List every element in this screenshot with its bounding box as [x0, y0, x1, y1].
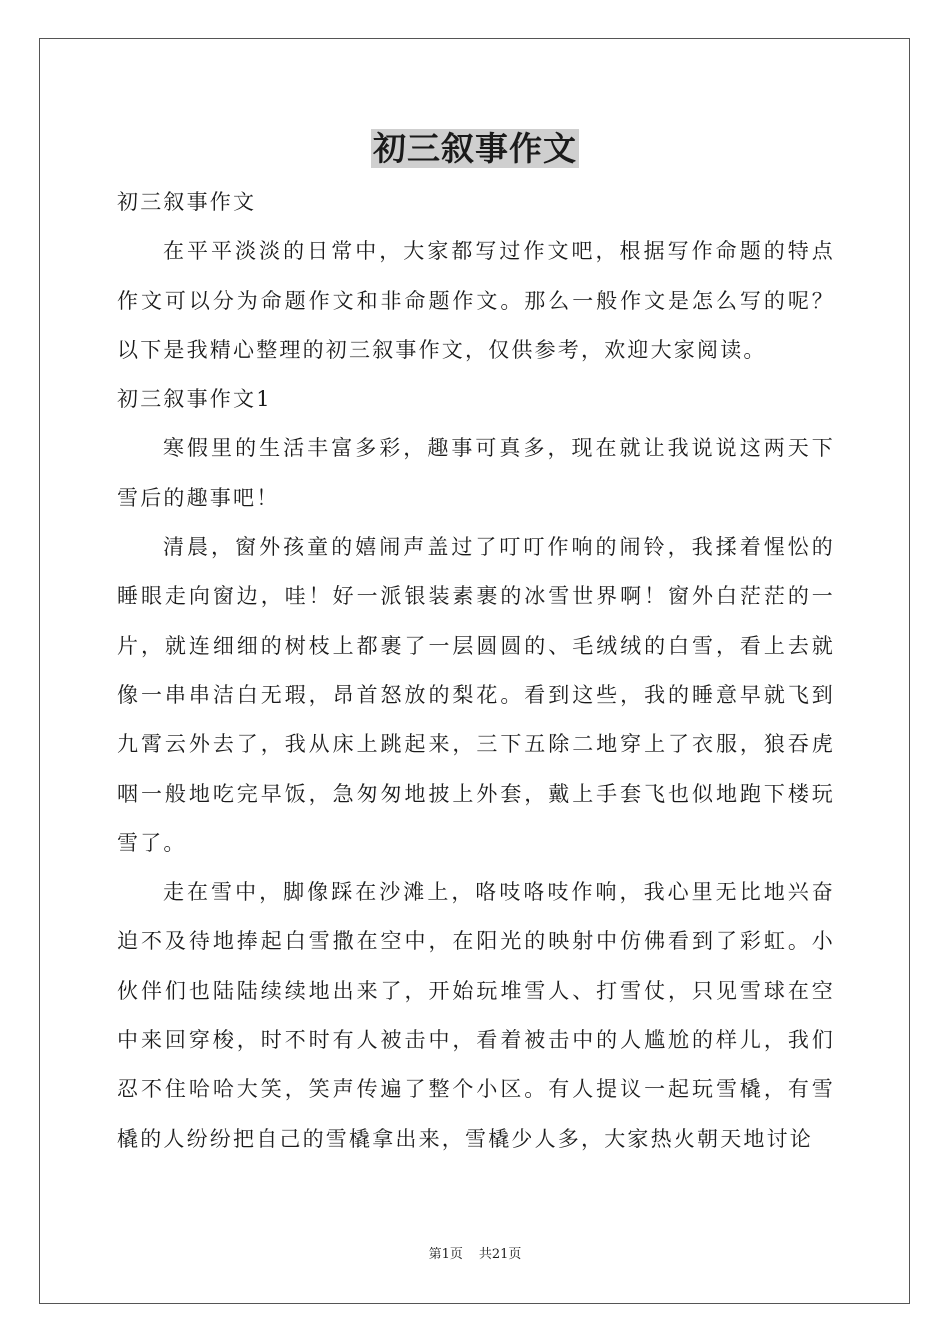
document-title [0, 126, 950, 172]
body-paragraph: 清晨，窗外孩童的嬉闹声盖过了叮叮作响的闹铃，我揉着惺忪的睡眼走向窗边，哇！好一派银装素裹的冰雪世界啊！窗外白茫茫的一片，就连细细的树枝上都裹了一层圆圆的、毛绒绒的白雪，看上去就像一串串洁白无瑕，昂首怒放的梨花。看到这些，我的睡意早就飞到九霄云外去了，我从床上跳起来，三下五除二地穿上了衣服，狼吞虎咽一般地吃完早饭，急匆匆地披上外套，戴上手套飞也似地跑下楼玩雪了。 [117, 535, 835, 855]
page-total: 共21页 [478, 1247, 522, 1262]
page-number: 第1页 [428, 1247, 463, 1262]
document-title-text: 初三叙事作文 [373, 129, 577, 168]
document-body [117, 178, 835, 1164]
body-paragraph: 走在雪中，脚像踩在沙滩上，咯吱咯吱作响，我心里无比地兴奋迫不及待地捧起白雪撒在空中，在阳光的映射中仿佛看到了彩虹。小伙伴们也陆陆续续地出来了，开始玩堆雪人、打雪仗，只见雪球在空中来回穿梭，时不时有人被击中，看着被击中的人尴尬的样儿，我们忍不住哈哈大笑，笑声传遍了整个小区。有人提议一起玩雪橇，有雪橇的人纷纷把自己的雪橇拿出来，雪橇少人多，大家热火朝天地讨论 [117, 880, 835, 1151]
essay-heading: 初三叙事作文1 [117, 387, 272, 412]
page-footer [0, 1246, 950, 1264]
intro-paragraph: 在平平淡淡的日常中，大家都写过作文吧，根据写作命题的特点作文可以分为命题作文和非命题作文。那么一般作文是怎么写的呢？以下是我精心整理的初三叙事作文，仅供参考，欢迎大家阅读。 [117, 239, 835, 362]
section-heading: 初三叙事作文 [117, 190, 257, 214]
body-paragraph: 寒假里的生活丰富多彩，趣事可真多，现在就让我说说这两天下雪后的趣事吧！ [117, 436, 835, 510]
